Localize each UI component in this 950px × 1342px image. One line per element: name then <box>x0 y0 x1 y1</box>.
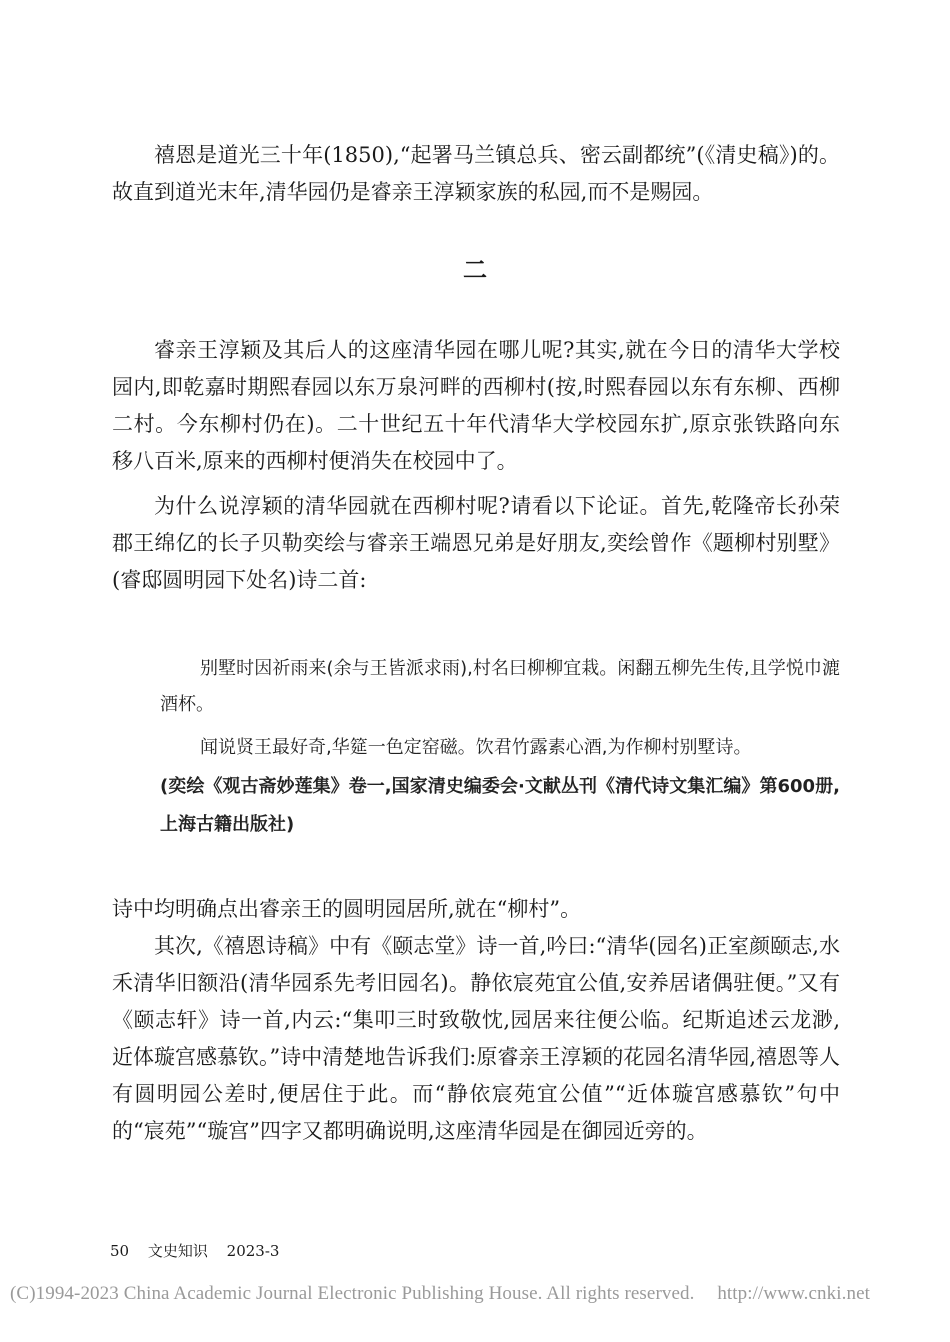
paragraph-5: 其次,《禧恩诗稿》中有《颐志堂》诗一首,吟曰:“清华(园名)正室颜颐志,水禾清华旧额沿(清华园系先考旧园名)。静依宸苑宜公值,安养居诸偶驻便。”又有《颐志轩》诗一首,内云:“集叩三时致敬忱,园居来往便公临。纪斯追述云龙渺,近体璇宫感慕钦。”诗中清楚地告诉我们:原睿亲王淳颖的花园名清华园,禧恩等人有圆明园公差时,便居住于此。而“静依宸苑宜公值”“近体璇宫感慕钦”句中的“宸苑”“璇宫”四字又都明确说明,这座清华园是在御园近旁的。 <box>112 934 840 1143</box>
copyright-watermark <box>10 1280 950 1308</box>
page-footer <box>110 1241 293 1261</box>
page-number: 50 <box>110 1242 130 1260</box>
paragraph-2: 睿亲王淳颖及其后人的这座清华园在哪儿呢?其实,就在今日的清华大学校园内,即乾嘉时期熙春园以东万泉河畔的西柳村(按,时熙春园以东有东柳、西柳二村。今东柳村仍在)。二十世纪五十年代清华大学校园东扩,原京张铁路向东移八百米,原来的西柳村便消失在校园中了。 <box>112 338 840 473</box>
poem-quote-2: 闻说贤王最好奇,华筵一色定窑磁。饮君竹露素心酒,为作柳村别墅诗。 <box>200 737 752 758</box>
journal-name: 文史知识 <box>147 1242 208 1260</box>
section-heading: 二 <box>463 255 487 284</box>
journal-issue: 2023-3 <box>226 1242 280 1260</box>
poem-quote-1: 别墅时因祈雨来(余与王皆派求雨),村名曰柳柳宜栽。闲翻五柳先生传,且学悦巾漉酒杯。 <box>160 658 840 715</box>
paragraph-4: 诗中均明确点出睿亲王的圆明园居所,就在“柳村”。 <box>112 897 582 921</box>
paragraph-1: 禧恩是道光三十年(1850),“起署马兰镇总兵、密云副都统”(《清史稿》)的。故直到道光末年,清华园仍是睿亲王淳颖家族的私园,而不是赐园。 <box>112 143 840 204</box>
watermark-url: http://www.cnki.net <box>717 1283 870 1304</box>
paragraph-3: 为什么说淳颖的清华园就在西柳村呢?请看以下论证。首先,乾隆帝长孙荣郡王绵亿的长子贝勒奕绘与睿亲王端恩兄弟是好朋友,奕绘曾作《题柳村别墅》(睿邸圆明园下处名)诗二首: <box>112 494 840 592</box>
quote-source-citation: (奕绘《观古斋妙莲集》卷一,国家清史编委会·文献丛刊《清代诗文集汇编》第600册,上海古籍出版社) <box>160 776 840 835</box>
watermark-copyright-text: (C)1994-2023 China Academic Journal Electronic Publishing House. All rights reserved. <box>10 1283 695 1304</box>
